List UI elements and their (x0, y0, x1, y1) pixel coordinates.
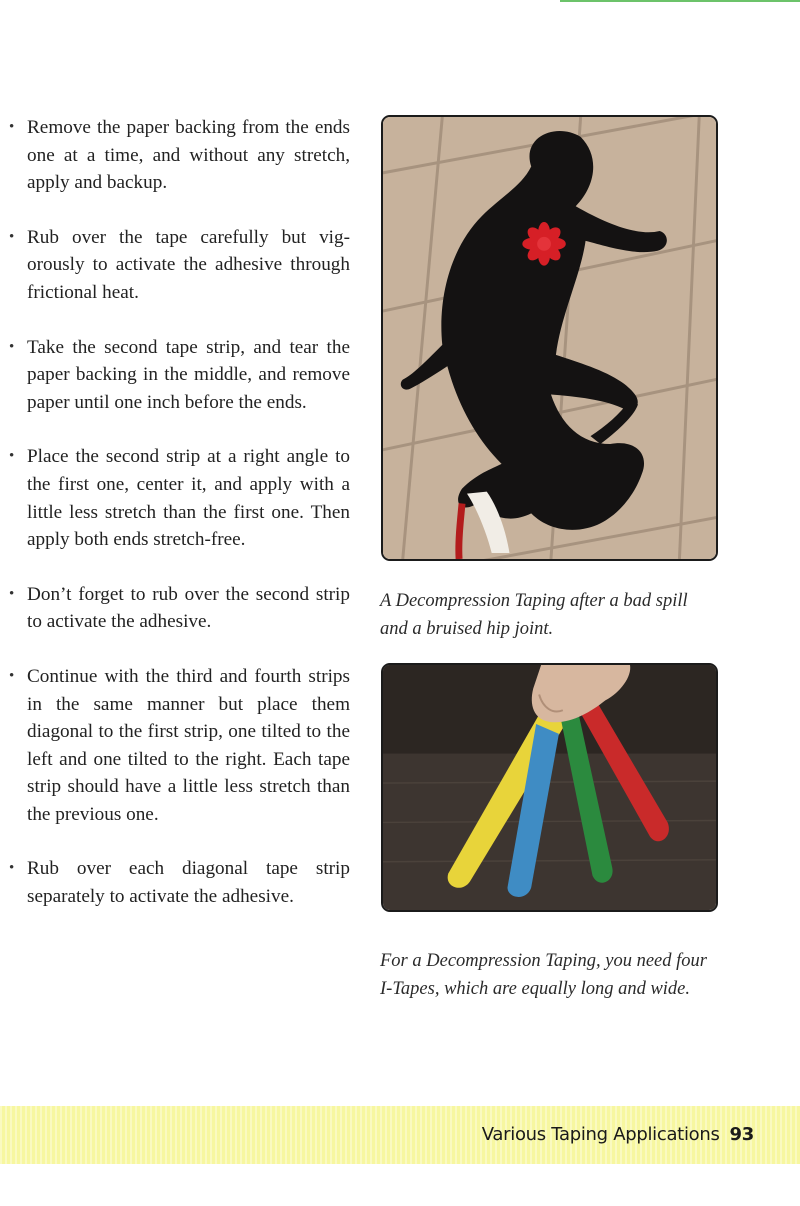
instruction-item: • Place the second strip at a right angle to the first one, center it, and apply with a little less stretch than the first one. Then apply both ends stretch-free. (8, 443, 350, 553)
top-accent-rule (560, 0, 800, 2)
instruction-item: • Don’t forget to rub over the second strip to activate the adhesive. (8, 581, 350, 636)
footer-section-title: Various Taping Applications (481, 1124, 720, 1145)
running-footer (482, 1124, 754, 1145)
instruction-item: • Remove the paper backing from the ends one at a time, and without any stretch, apply and backup. (8, 114, 350, 197)
instruction-item: • Take the second tape strip, and tear the paper backing in the middle, and remove paper until one inch before the ends. (8, 334, 350, 417)
photo1-caption: A Decompression Taping after a bad spill and a bruised hip joint. (380, 591, 688, 639)
instruction-item: • Rub over the tape carefully but vigorously to activate the adhesive through frictional heat. (8, 224, 350, 307)
photo2-caption: For a Decompression Taping, you need four I-Tapes, which are equally long and wide. (380, 951, 707, 999)
instruction-list (8, 114, 350, 911)
tape-strips-photo (381, 663, 718, 912)
instruction-item: • Rub over each diagonal tape strip separately to activate the adhesive. (8, 855, 350, 910)
instruction-item: • Continue with the third and fourth strips in the same manner but place them diagonal to the first strip, one tilted to the left and one tilted to the right. Each tape strip should have a little less stretch than the previous one. (8, 663, 350, 829)
dog-taping-photo (381, 115, 718, 561)
page-number: 93 (729, 1124, 754, 1145)
